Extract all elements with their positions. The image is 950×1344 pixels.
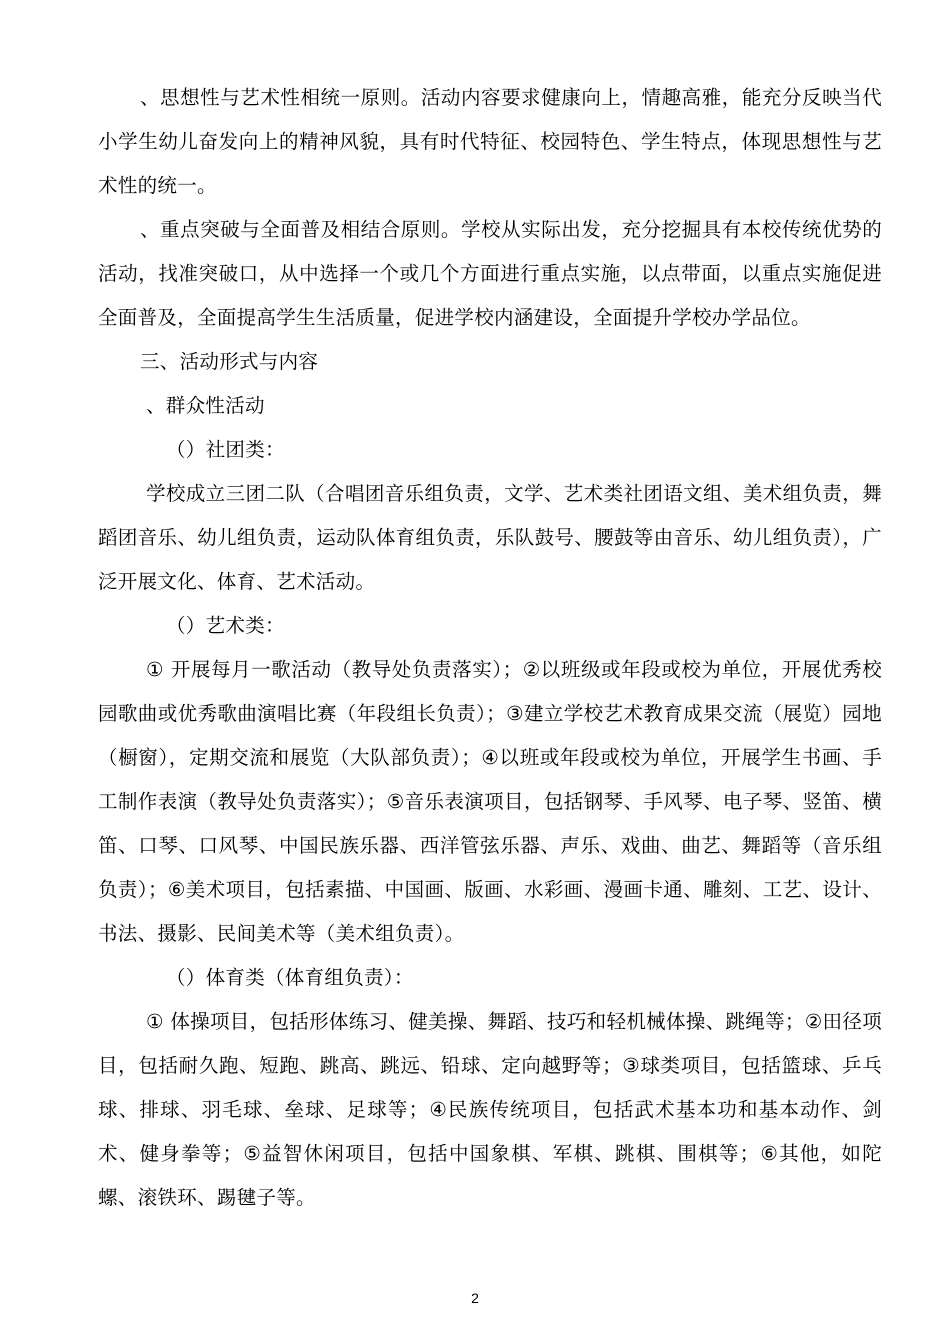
heading-clubs: （）社团类：	[166, 438, 285, 461]
paragraph-principle-breakthrough: 、重点突破与全面普及相结合原则。学校从实际出发，充分挖掘具有本校传统优势的活动，找准突破口，从中选择一个或几个方面进行重点实施，以点带面，以重点实施促进全面普及，全面提高学生生活质量，促进学校内涵建设，全面提升学校办学品位。	[98, 218, 882, 329]
heading-sports: （）体育类（体育组负责）：	[166, 966, 414, 989]
paragraph-clubs: 学校成立三团二队（合唱团音乐组负责，文学、艺术类社团语文组、美术组负责，舞蹈团音乐、幼儿组负责，运动队体育组负责，乐队鼓号、腰鼓等由音乐、幼儿组负责），广泛开展文化、体育、艺术活动。	[98, 482, 882, 593]
heading-arts: （）艺术类：	[166, 614, 285, 637]
heading-activity-forms: 三、活动形式与内容	[140, 350, 319, 373]
document-body	[98, 76, 882, 1220]
paragraph-principle-art: 、思想性与艺术性相统一原则。活动内容要求健康向上，情趣高雅，能充分反映当代小学生幼儿奋发向上的精神风貌，具有时代特征、校园特色、学生特点，体现思想性与艺术性的统一。	[98, 86, 882, 197]
paragraph-sports: ① 体操项目，包括形体练习、健美操、舞蹈、技巧和轻机械体操、跳绳等；②田径项目，包括耐久跑、短跑、跳高、跳远、铅球、定向越野等；③球类项目，包括篮球、乒乓球、排球、羽毛球、垒球、足球等；④民族传统项目，包括武术基本功和基本动作、剑术、健身拳等；⑤益智休闲项目，包括中国象棋、军棋、跳棋、围棋等；⑥其他，如陀螺、滚铁环、踢毽子等。	[98, 1010, 882, 1209]
heading-mass-activities: 、群众性活动	[146, 394, 265, 417]
page-number: 2	[471, 1290, 479, 1306]
paragraph-arts: ① 开展每月一歌活动（教导处负责落实）；②以班级或年段或校为单位，开展优秀校园歌曲或优秀歌曲演唱比赛（年段组长负责）；③建立学校艺术教育成果交流（展览）园地（橱窗），定期交流和展览（大队部负责）；④以班或年段或校为单位，开展学生书画、手工制作表演（教导处负责落实）；⑤音乐表演项目，包括钢琴、手风琴、电子琴、竖笛、横笛、口琴、口风琴、中国民族乐器、西洋管弦乐器、声乐、戏曲、曲艺、舞蹈等（音乐组负责）；⑥美术项目，包括素描、中国画、版画、水彩画、漫画卡通、雕刻、工艺、设计、书法、摄影、民间美术等（美术组负责）。	[98, 658, 882, 945]
